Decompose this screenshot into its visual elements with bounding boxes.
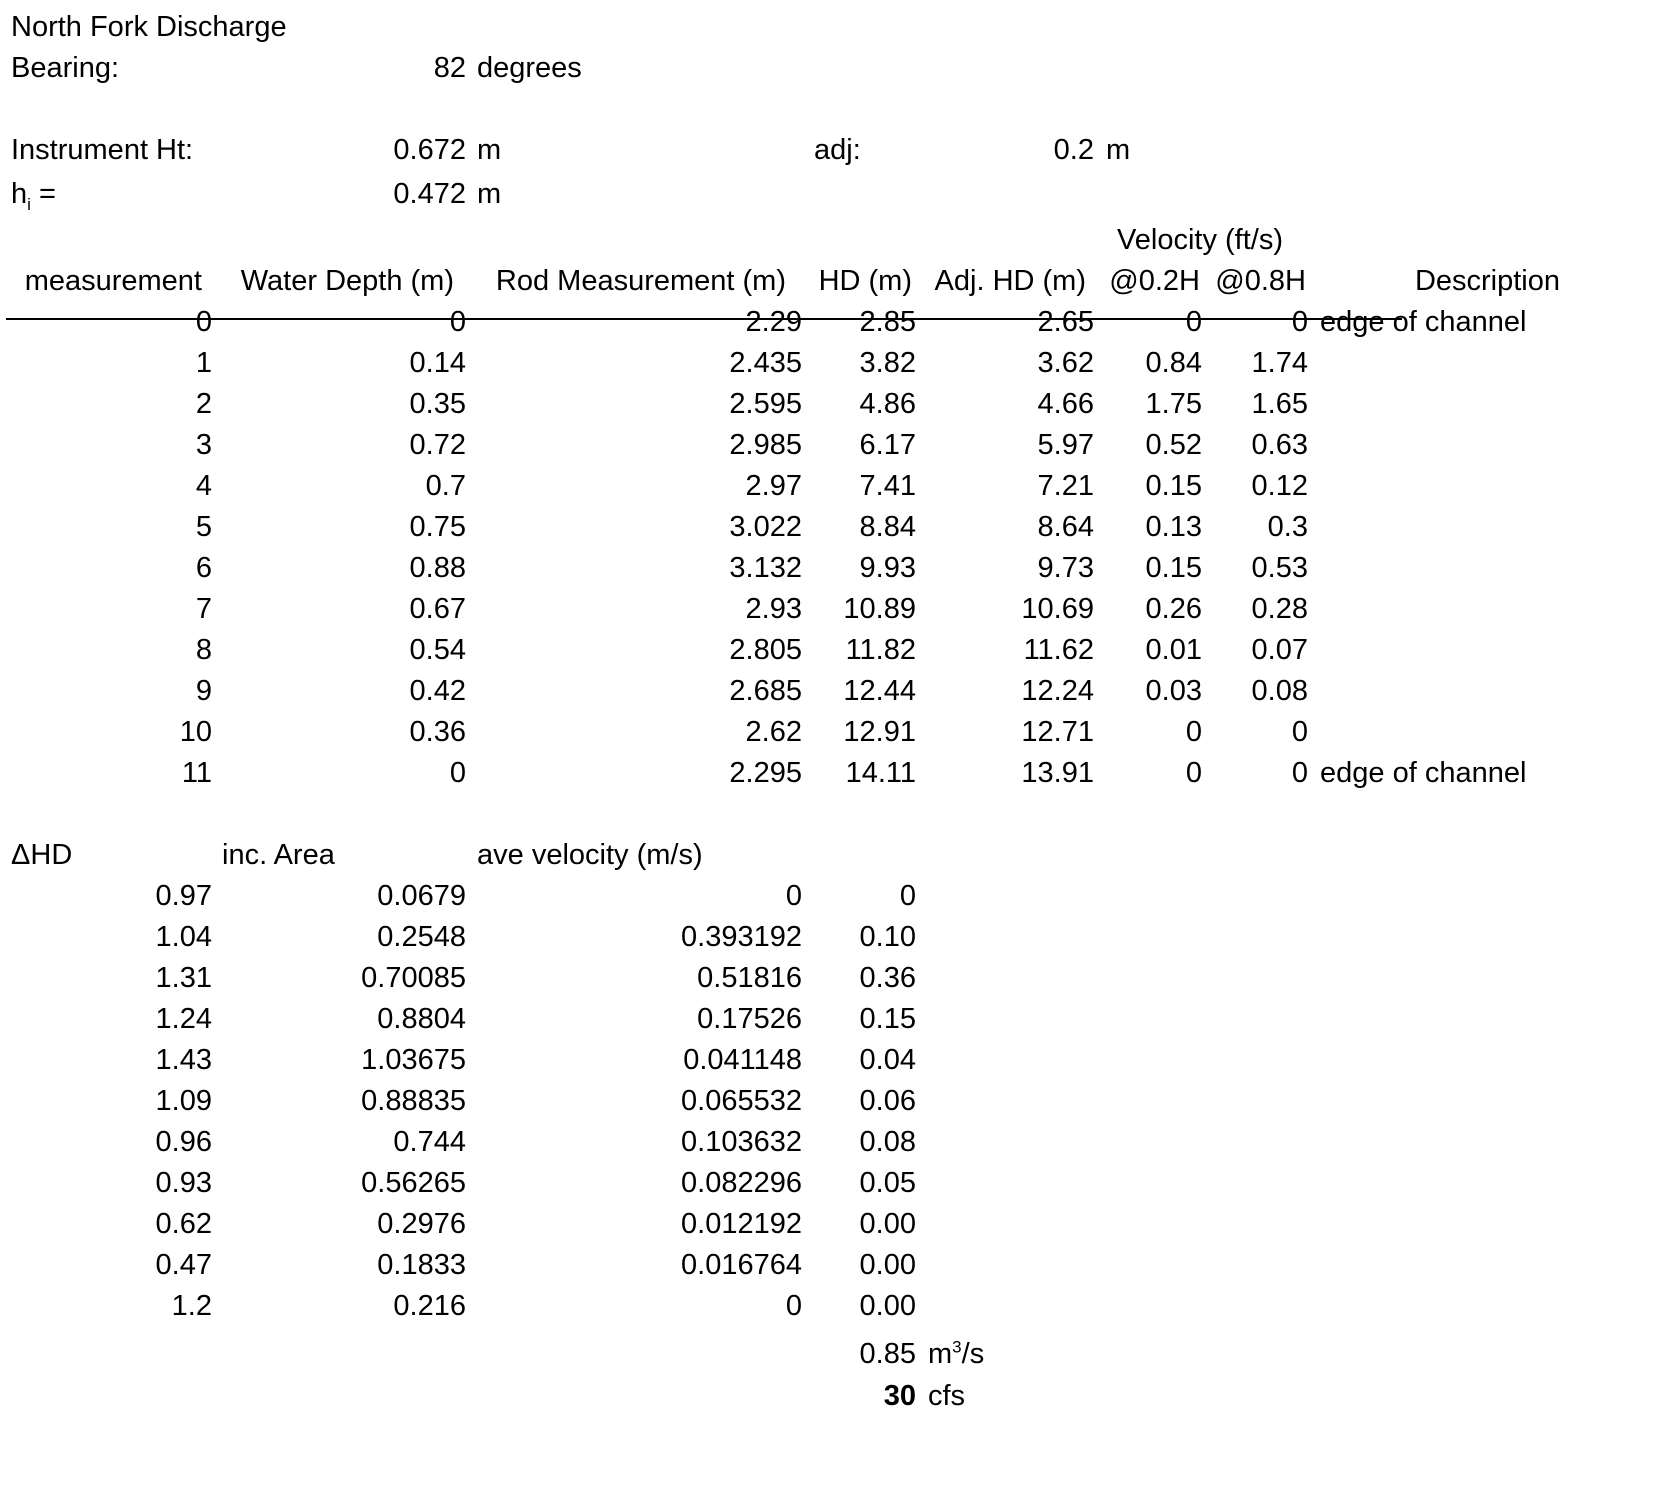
table1-cell: 2.985	[729, 429, 802, 461]
discharge-cfs-unit: cfs	[928, 1380, 966, 1412]
table2-cell: 0.012192	[681, 1208, 802, 1240]
table2-cell: 0	[899, 880, 916, 912]
bearing-unit: degrees	[477, 52, 582, 84]
table1-cell: 2.435	[729, 347, 802, 379]
table1-cell: 3.82	[859, 347, 916, 379]
instrument-ht-value: 0.672	[393, 134, 466, 166]
table2-cell: 0.216	[393, 1290, 466, 1322]
table1-cell: 6	[195, 552, 212, 584]
table2-cell: 0.88835	[361, 1085, 466, 1117]
table2-cell: 1.24	[155, 1003, 212, 1035]
table2-cell: 1.31	[155, 962, 212, 994]
table1-cell: 12.71	[1021, 716, 1094, 748]
table1-cell: 0.7	[425, 470, 466, 502]
table1-cell: 0	[449, 757, 466, 789]
table2-column-header: ΔHD	[11, 839, 73, 871]
table2-cell: 0.15	[859, 1003, 916, 1035]
table2-cell: 0.016764	[681, 1249, 802, 1281]
table1-cell: 0.75	[409, 511, 466, 543]
hi-label: $h_i$ =	[11, 178, 56, 214]
table1-cell: 9.93	[859, 552, 916, 584]
table1-cell: 5.97	[1037, 429, 1094, 461]
table1-column-header: Rod Measurement (m)	[495, 265, 786, 297]
table2-cell: 0.103632	[681, 1126, 802, 1158]
table1-cell: 0.01	[1145, 634, 1202, 666]
table1-cell: 0.13	[1145, 511, 1202, 543]
table1-cell: 0.63	[1251, 429, 1308, 461]
table1-cell: 3	[195, 429, 212, 461]
table1-cell: 3.022	[729, 511, 802, 543]
table2-cell: 0	[785, 880, 802, 912]
table1-cell: 2.62	[745, 716, 802, 748]
table1-cell: 0.3	[1267, 511, 1308, 543]
table1-cell: 0	[1185, 716, 1202, 748]
table2-cell: 0.97	[155, 880, 212, 912]
table2-cell: 0.8804	[377, 1003, 466, 1035]
table2-cell: 1.2	[171, 1290, 212, 1322]
hi-unit: m	[477, 178, 502, 210]
table1-column-header: Adj. HD (m)	[934, 265, 1086, 297]
table1-cell: 4.66	[1037, 388, 1094, 420]
table1-cell: 12.24	[1021, 675, 1094, 707]
table1-cell: 14.11	[845, 757, 916, 789]
table1-cell: 11.62	[1023, 634, 1094, 666]
table1-cell: 0	[1291, 716, 1308, 748]
table2-cell: 0	[785, 1290, 802, 1322]
table1-cell: 2	[195, 388, 212, 420]
table1-cell: 6.17	[859, 429, 916, 461]
table2-cell: 1.09	[155, 1085, 212, 1117]
table1-cell: 0.53	[1251, 552, 1308, 584]
adj-value: 0.2	[1053, 134, 1094, 166]
table1-cell: 3.132	[729, 552, 802, 584]
table1-cell: 0.35	[409, 388, 466, 420]
table1-cell: 9.73	[1037, 552, 1094, 584]
table1-cell: 0.14	[409, 347, 466, 379]
table1-cell: 0	[1185, 306, 1202, 338]
table1-cell: 2.595	[729, 388, 802, 420]
table1-cell: 8.64	[1037, 511, 1094, 543]
table1-cell: 5	[195, 511, 212, 543]
table2-cell: 0.2548	[377, 921, 466, 953]
table1-cell: 2.295	[729, 757, 802, 789]
table1-cell: 2.93	[745, 593, 802, 625]
table2-cell: 0.47	[155, 1249, 212, 1281]
table2-cell: 0.05	[859, 1167, 916, 1199]
table1-cell: 10.89	[843, 593, 916, 625]
table1-cell: edge of channel	[1320, 757, 1527, 789]
table1-cell: 1.75	[1145, 388, 1202, 420]
instrument-ht-unit: m	[477, 134, 502, 166]
table1-cell: 0.84	[1145, 347, 1202, 379]
table1-cell: 0	[449, 306, 466, 338]
table1-cell: 0.08	[1251, 675, 1308, 707]
discharge-cfs-value: 30	[883, 1380, 916, 1412]
table1-cell: 4	[195, 470, 212, 502]
table1-column-header: @0.2H	[1109, 265, 1200, 297]
table1-cell: 13.91	[1021, 757, 1094, 789]
table1-column-header: @0.8H	[1215, 265, 1306, 297]
table1-cell: 2.805	[729, 634, 802, 666]
table1-cell: 0.26	[1145, 593, 1202, 625]
bearing-label: Bearing:	[11, 52, 120, 84]
hi-value: 0.472	[393, 178, 466, 210]
table2-cell: 0.00	[859, 1290, 916, 1322]
table1-cell: edge of channel	[1320, 306, 1527, 338]
table1-cell: 0.88	[409, 552, 466, 584]
table2-cell: 0.10	[859, 921, 916, 953]
table1-cell: 0.28	[1251, 593, 1308, 625]
table2-cell: 0.1833	[377, 1249, 466, 1281]
table2-cell: 0.393192	[681, 921, 802, 953]
table1-cell: 0.67	[409, 593, 466, 625]
table2-cell: 0.96	[155, 1126, 212, 1158]
table1-cell: 8.84	[859, 511, 916, 543]
table2-cell: 0.00	[859, 1249, 916, 1281]
table2-cell: 0.082296	[681, 1167, 802, 1199]
table1-cell: 0.15	[1145, 552, 1202, 584]
table1-cell: 1.65	[1251, 388, 1308, 420]
table2-cell: 0.08	[859, 1126, 916, 1158]
table2-cell: 0.36	[859, 962, 916, 994]
table1-cell: 7	[195, 593, 212, 625]
table1-cell: 2.685	[729, 675, 802, 707]
page-title: North Fork Discharge	[11, 11, 287, 43]
table1-cell: 9	[195, 675, 212, 707]
bearing-value: 82	[433, 52, 466, 84]
table1-cell: 0.42	[409, 675, 466, 707]
table1-cell: 10.69	[1021, 593, 1094, 625]
table1-cell: 10	[179, 716, 212, 748]
table2-cell: 0.04	[859, 1044, 916, 1076]
table1-cell: 8	[195, 634, 212, 666]
table2-cell: 1.43	[155, 1044, 212, 1076]
table2-cell: 0.06	[859, 1085, 916, 1117]
table2-cell: 0.041148	[683, 1044, 802, 1076]
table1-cell: 0.12	[1251, 470, 1308, 502]
table1-cell: 1	[195, 347, 212, 379]
table2-cell: 0.56265	[361, 1167, 466, 1199]
table1-cell: 0.07	[1251, 634, 1308, 666]
table1-cell: 11	[181, 757, 212, 789]
table1-cell: 2.97	[745, 470, 802, 502]
table1-cell: 0.72	[409, 429, 466, 461]
table1-cell: 0	[1185, 757, 1202, 789]
table1-cell: 4.86	[859, 388, 916, 420]
table1-cell: 7.21	[1037, 470, 1094, 502]
table1-cell: 3.62	[1037, 347, 1094, 379]
adj-label: adj:	[814, 134, 861, 166]
table2-cell: 0.00	[859, 1208, 916, 1240]
table1-cell: 0	[1291, 757, 1308, 789]
table1-cell: 0	[1291, 306, 1308, 338]
table1-cell: 0.36	[409, 716, 466, 748]
table1-cell: 0.52	[1145, 429, 1202, 461]
table2-cell: 0.2976	[377, 1208, 466, 1240]
table2-column-header: ave velocity (m/s)	[477, 839, 703, 871]
table2-cell: 0.62	[155, 1208, 212, 1240]
table1-cell: 0.03	[1145, 675, 1202, 707]
table2-cell: 0.17526	[697, 1003, 802, 1035]
table2-cell: 0.51816	[697, 962, 802, 994]
table1-cell: 11.82	[845, 634, 916, 666]
table1-column-header: Description	[1414, 265, 1560, 297]
table2-cell: 0.065532	[681, 1085, 802, 1117]
table1-cell: 0.54	[409, 634, 466, 666]
adj-unit: m	[1106, 134, 1131, 166]
table1-cell: 7.41	[859, 470, 916, 502]
table1-cell: 12.91	[843, 716, 916, 748]
table1-cell: 2.65	[1037, 306, 1094, 338]
table1-cell: 12.44	[843, 675, 916, 707]
table2-cell: 1.03675	[361, 1044, 466, 1076]
table1-cell: 2.29	[745, 306, 802, 338]
table2-column-header: inc. Area	[222, 839, 335, 871]
discharge-m3s-value: 0.85	[859, 1338, 916, 1370]
table2-cell: 0.70085	[361, 962, 466, 994]
table2-cell: 1.04	[155, 921, 212, 953]
table1-cell: 0.15	[1145, 470, 1202, 502]
table2-cell: 0.744	[393, 1126, 466, 1158]
table1-column-header: measurement	[24, 265, 202, 297]
instrument-ht-label: Instrument Ht:	[11, 134, 194, 166]
table1-cell: 2.85	[859, 306, 916, 338]
table2-cell: 0.93	[155, 1167, 212, 1199]
discharge-m3s-unit: $m^3/s$	[928, 1337, 985, 1370]
velocity-group-header: Velocity (ft/s)	[1117, 224, 1283, 256]
table1-cell: 1.74	[1251, 347, 1308, 379]
table1-column-header: Water Depth (m)	[240, 265, 454, 297]
table1-column-header: HD (m)	[818, 265, 912, 297]
table1-cell: 0	[195, 306, 212, 338]
table2-cell: 0.0679	[377, 880, 466, 912]
